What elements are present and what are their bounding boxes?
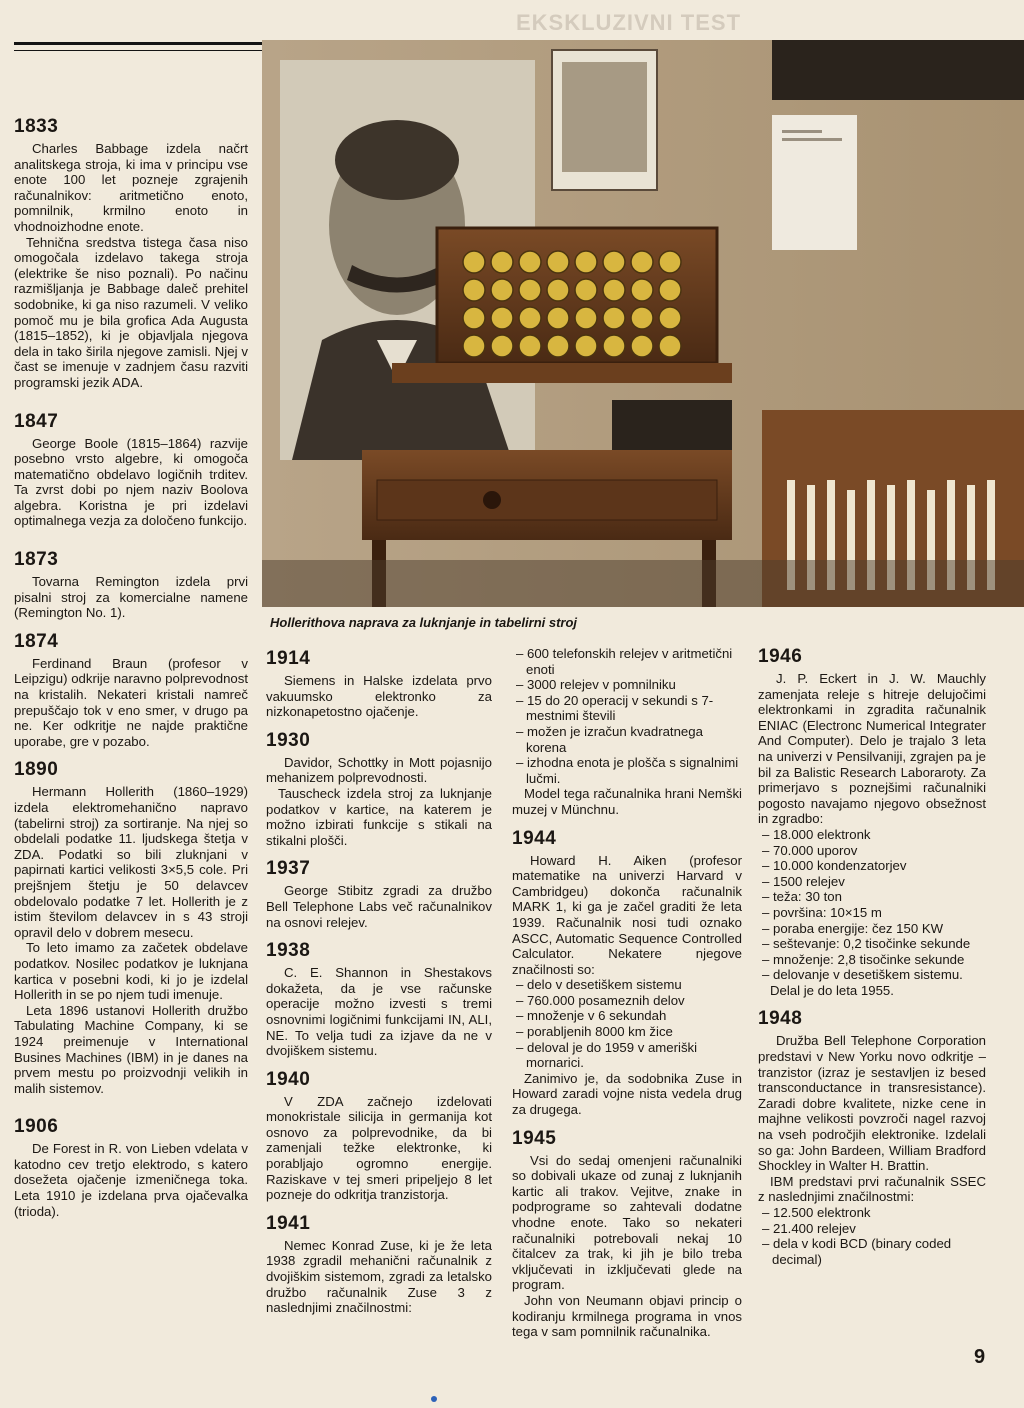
- entry-text: Model tega računalnika hrani Nemški muzej v Münchnu.: [512, 786, 742, 817]
- entry-1890: [14, 759, 248, 1096]
- entry-year: 1847: [14, 410, 59, 432]
- entry-text: Ferdinand Braun (profesor v Leipzigu) odkrije naravno polprevodnost na kristalih. Nekateri kristali namreč prepuščajo tok v eno smer, v drugo pa ne. Ker odkritje ne najde praktične uporabe, gre v pozabo.: [14, 655, 248, 749]
- column-4: [758, 646, 986, 1277]
- page-number: 9: [974, 1346, 986, 1368]
- list-item: – izhodna enota je plošča s signalnimi lučmi.: [512, 755, 742, 786]
- entry-year: 1940: [266, 1068, 311, 1090]
- entry-1873: [14, 549, 248, 621]
- entry-year: 1945: [512, 1127, 557, 1149]
- entry-1937: [266, 858, 492, 930]
- list-item: – deloval je do 1959 v ameriški mornarici.: [512, 1040, 742, 1071]
- list-item: – množenje v 6 sekundah: [512, 1008, 742, 1024]
- bleed-through-header: EKSKLUZIVNI TEST: [516, 10, 742, 35]
- entry-text: Siemens in Halske izdelata prvo vakuumsko elektronko za nizkonapetostno ojačenje.: [266, 673, 492, 720]
- list-item: – porabljenih 8000 km žice: [512, 1024, 742, 1040]
- entry-1847: [14, 411, 248, 530]
- entry-1948: [758, 1008, 986, 1267]
- list-item: – 10.000 kondenzatorjev: [758, 858, 986, 874]
- list-item: – seštevanje: 0,2 tisočinke sekunde: [758, 936, 986, 952]
- entry-text: J. P. Eckert in J. W. Mauchly zamenjata releje s hitreje delujočimi elektronkami in zgradita računalnik ENIAC (Electronc Numerical Integrater And Computer). Delo je trajalo 3 leta na univerzi v Pensilvaniji, zgrajen pa je bil za Balistic Research Laboraroty. Za primerjavo s poznejšimi računalniki pogosto navajamo njegovo obsežnost in zgradbo:: [758, 671, 986, 827]
- entry-1930: [266, 730, 492, 849]
- column-2: [266, 648, 492, 1326]
- list-item: – 3000 relejev v pomnilniku: [512, 677, 742, 693]
- entry-1874: [14, 631, 248, 750]
- entry-text: IBM predstavi prvi računalnik SSEC z naslednjimi značilnostmi:: [758, 1173, 986, 1205]
- entry-year: 1914: [266, 648, 311, 669]
- entry-year: 1930: [266, 729, 311, 751]
- entry-text: Charles Babbage izdela načrt analitskega stroja, ki ima v principu vse enote 100 let pozneje zgrajenih računalnikov: aritmetično enoto, pomnilnik, krmilno enoto in vhodnoizhodne enote.: [14, 141, 248, 234]
- entry-1941: [266, 1213, 492, 1316]
- entry-year: 1874: [14, 630, 59, 652]
- photo-caption: Hollerithova naprava za luknjanje in tabelirni stroj: [270, 615, 578, 630]
- entry-year: 1941: [266, 1212, 311, 1234]
- list-item: – množenje: 2,8 tisočinke sekunde: [758, 952, 986, 968]
- list-item: – 70.000 uporov: [758, 843, 986, 859]
- list-item: – poraba energije: čez 150 KW: [758, 921, 986, 937]
- entry-1914: [266, 648, 492, 720]
- hollerith-tabulator-photo: [262, 40, 1024, 607]
- column-3: [512, 646, 742, 1350]
- entry-year: 1937: [266, 858, 311, 880]
- list-item: – možen je izračun kvadratnega korena: [512, 724, 742, 755]
- list-item: – 12.500 elektronk: [758, 1205, 986, 1221]
- list-item: – površina: 10×15 m: [758, 905, 986, 921]
- list-item: – teža: 30 ton: [758, 889, 986, 905]
- entry-text: To leto imamo za začetek obdelave podatkov. Nosilec podatkov je luknjana kartica v posebni kodi, ki jo je izdelal Hollerith in se po njem tudi imenuje.: [14, 940, 248, 1003]
- entry-year: 1873: [14, 549, 59, 571]
- entry-text: Tehnična sredstva tistega časa niso omogočala izdelavo takega stroja (elektrike še niso poznali). Po načinu razmišljanja je Babbage daleč prehitel sodobnike, ki ga niso razumeli. V veliko pomoč mu je bila grofica Ada Augusta (1815–1852), ki je objavljala njegova dela in tako širila njegove zamisli. Njej v čast se imenuje v zadnjem času razviti programski jezik ADA.: [14, 234, 248, 390]
- top-rule-thin: [14, 50, 262, 51]
- entry-1940: [266, 1069, 492, 1203]
- entry-1941-continued: [512, 646, 742, 818]
- entry-text: John von Neumann objavi princip o kodiranju krmilnega programa in vnos tega v sam pomnilnik računalnika.: [512, 1292, 742, 1340]
- list-item: – 21.400 relejev: [758, 1221, 986, 1237]
- entry-text: De Forest in R. von Lieben vdelata v katodno cev tretjo elektrodo, s katero dosežeta ojačenje izmeničnega toka. Leta 1910 je izdelana prva ojačevalka (trioda).: [14, 1141, 248, 1219]
- list-item: – dela v kodi BCD (binary coded decimal): [758, 1236, 986, 1267]
- entry-text: Nemec Konrad Zuse, ki je že leta 1938 zgradil mehanični računalnik z dvojiškim sistemom, zgradi za letalsko družbo računalnik Zuse 3 z naslednjimi značilnostmi:: [266, 1237, 492, 1316]
- entry-text: C. E. Shannon in Shestakovs dokažeta, da je vse računske operacije možno izvesti s tremi osnovnimi logičnimi funkcijami IN, ALI, NE. To velja tudi za izjave da ne v dvojiškem sistemu.: [266, 965, 492, 1059]
- entry-1945: [512, 1128, 742, 1340]
- entry-1906: [14, 1116, 248, 1219]
- entry-1938: [266, 940, 492, 1059]
- entry-year: 1948: [758, 1008, 803, 1030]
- entry-year: 1906: [14, 1116, 59, 1138]
- entry-1944: [512, 828, 742, 1118]
- list-item: – 18.000 elektronk: [758, 827, 986, 843]
- photo-illustration: [262, 40, 1024, 607]
- entry-text: Tauscheck izdela stroj za luknjanje podatkov v kartice, na katerem je možno izbirati funkcije s stikali na stikalni plošči.: [266, 785, 492, 848]
- entry-text: Davidor, Schottky in Mott pojasnijo mehanizem polprevodnosti.: [266, 754, 492, 786]
- entry-text: Leta 1896 ustanovi Hollerith družbo Tabulating Machine Company, ki se 1924 preimenuje v International Busines Machines (IBM) in je danes na prvem mestu po proizvodnji velikih in malih sistemov.: [14, 1002, 248, 1096]
- entry-text: Hermann Hollerith (1860–1929) izdela elektromehanično napravo (tabelirni stroj) za sortiranje. Na njej so obdelali podatke 11. ljudskega štetja v ZDA. Podatki so bili zluknjani v papirnati kartici velikosti 3×5,5 cole. Pri prejšnjem štetju je 50 delavcev obdelovalo podatke 7 let. Hollerith je z istim številom delavcev in s 43 stroji opravil delo v dobrem mesecu.: [14, 784, 248, 940]
- list-item: – 15 do 20 operacij v sekundi s 7-mestnimi števili: [512, 693, 742, 724]
- entry-text: Zanimivo je, da sodobnika Zuse in Howard zaradi vojne nista vedela drug za drugega.: [512, 1070, 742, 1118]
- entry-text: Družba Bell Telephone Corporation predstavi v New Yorku novo odkritje – tranzistor (izraz je sestavljen iz besed transconductance in transresistance). Zaradi dobre kvalitete, nizke cene in majhne velikosti povzroči nagel razvoj na vseh področjih elektronike. Izdelali so ga: John Bardeen, William Bradford Shockley in Walter H. Brattin.: [758, 1033, 986, 1174]
- column-1: [14, 116, 248, 1229]
- entry-year: 1946: [758, 646, 803, 667]
- list-item: – delovanje v desetiškem sistemu.: [758, 967, 986, 983]
- entry-1946: [758, 646, 986, 998]
- entry-text: V ZDA začnejo izdelovati monokristale silicija in germanija kot osnovo za polprevodnike, da bi zamenjali težke elektronke, ki porabljajo ogromno energije. Raziskave v tej smeri pripeljejo 8 let pozneje do odkritja tranzistorja.: [266, 1093, 492, 1203]
- list-item: – delo v desetiškem sistemu: [512, 977, 742, 993]
- list-item: – 1500 relejev: [758, 874, 986, 890]
- registration-dot: [431, 1396, 437, 1402]
- entry-text: Howard H. Aiken (profesor matematike na univerzi Harvard v Cambridgeu) dokonča računalnik MARK 1, ki ga je začel graditi že leta 1939. Računalnik nosi tudi oznako ASCC, Automatic Sequence Controlled Calculator. Nekatere njegove značilnosti so:: [512, 852, 742, 977]
- entry-1833: [14, 116, 248, 391]
- entry-year: 1833: [14, 116, 59, 137]
- entry-year: 1944: [512, 827, 557, 849]
- entry-year: 1938: [266, 940, 311, 962]
- list-item: – 760.000 posameznih delov: [512, 993, 742, 1009]
- entry-text: Tovarna Remington izdela prvi pisalni stroj za komercialne namene (Remington No. 1).: [14, 574, 248, 621]
- entry-text: George Boole (1815–1864) razvije posebno vrsto algebre, ki omogoča matematično obdelavo logičnih trditev. Ta zvrst dobi po njem naziv Boolova algebra. Koristna je pri izdelavi optimalnega vezja za določeno funkcijo.: [14, 435, 248, 529]
- entry-text: Vsi do sedaj omenjeni računalniki so dobivali ukaze od zunaj z luknjanih kartic ali trakov. Vejitve, znake in podprograme so zahtevali dodatne vhodne enote. Tako so nekateri računalniki potrebovali nekaj 10 čitalcev za trak, ki jih je bilo treba vključevati in izključevati glede na program.: [512, 1152, 742, 1293]
- entry-text: George Stibitz zgradi za družbo Bell Telephone Labs več računalnikov na osnovi relejev.: [266, 883, 492, 930]
- entry-year: 1890: [14, 759, 59, 781]
- list-item: – 600 telefonskih relejev v aritmetični enoti: [512, 646, 742, 677]
- entry-text: Delal je do leta 1955.: [770, 982, 894, 998]
